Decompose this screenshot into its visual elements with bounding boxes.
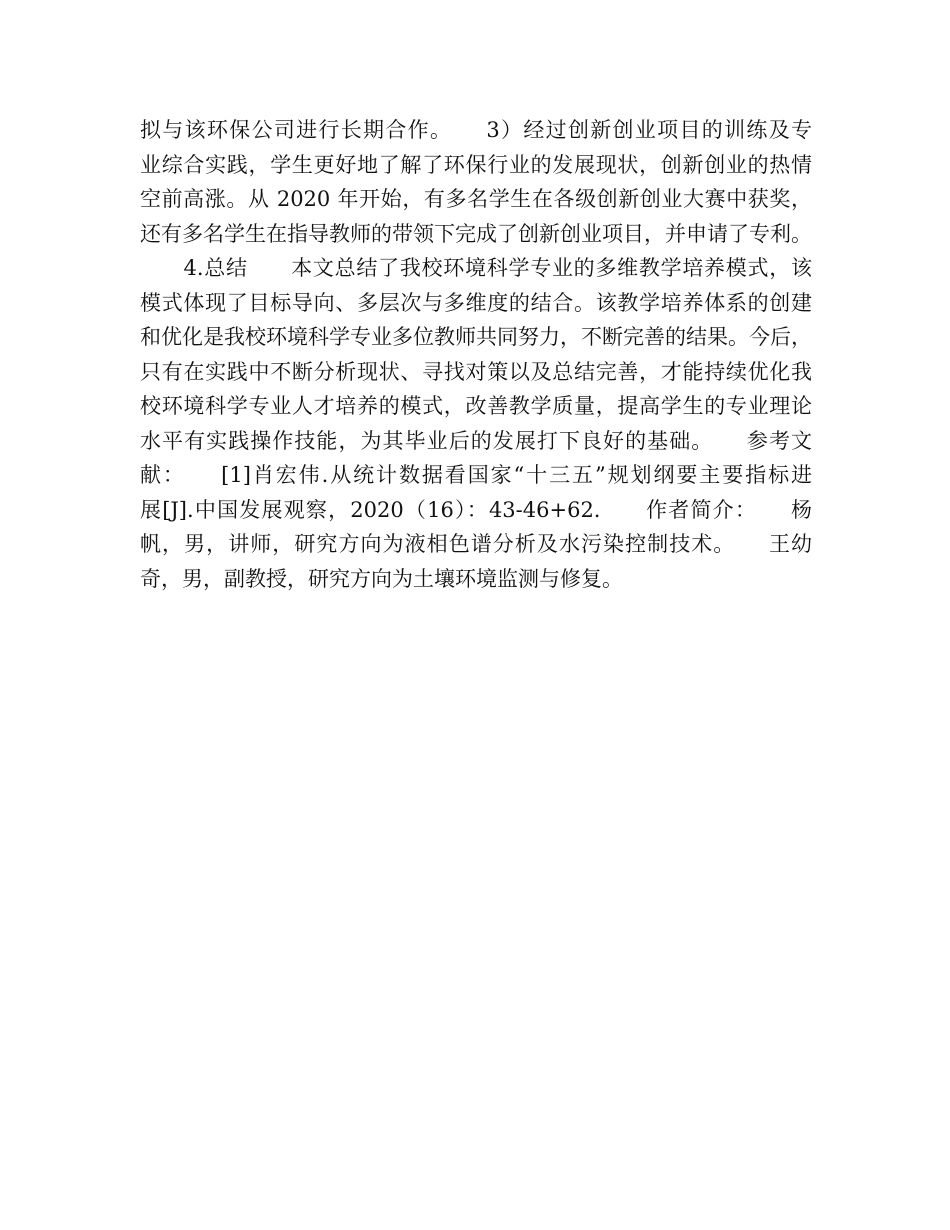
text-line-11: 献： [1]肖宏伟.从统计数据看国家“十三五”规划纲要主要指标进 bbox=[140, 463, 812, 487]
text-line-5: 4.总结 本文总结了我校环境科学专业的多维教学培养模式，该 bbox=[140, 256, 812, 280]
text-line-10: 水平有实践操作技能，为其毕业后的发展打下良好的基础。 参考文 bbox=[140, 428, 812, 453]
text-line-12: 展[J].中国发展观察，2020（16）：43-46+62. 作者简介： 杨 bbox=[140, 497, 812, 522]
text-line-2: 业综合实践，学生更好地了解了环保行业的发展现状，创新创业的热情 bbox=[140, 152, 812, 177]
text-line-3: 空前高涨。从 2020 年开始，有多名学生在各级创新创业大赛中获奖， bbox=[140, 187, 812, 211]
text-line-4: 还有多名学生在指导教师的带领下完成了创新创业项目，并申请了专利。 bbox=[140, 221, 812, 246]
text-line-7: 和优化是我校环境科学专业多位教师共同努力，不断完善的结果。今后， bbox=[140, 325, 812, 349]
text-line-13: 帆，男，讲师，研究方向为液相色谱分析及水污染控制技术。 王幼 bbox=[140, 532, 812, 556]
text-line-1: 拟与该环保公司进行长期合作。 3）经过创新创业项目的训练及专 bbox=[140, 118, 812, 142]
text-line-14: 奇，男，副教授，研究方向为土壤环境监测与修复。 bbox=[140, 566, 623, 591]
body-text bbox=[140, 113, 812, 596]
text-line-6: 模式体现了目标导向、多层次与多维度的结合。该教学培养体系的创建 bbox=[140, 290, 812, 315]
text-line-9: 校环境科学专业人才培养的模式，改善教学质量，提高学生的专业理论 bbox=[140, 394, 812, 418]
text-line-8: 只有在实践中不断分析现状、寻找对策以及总结完善，才能持续优化我 bbox=[140, 359, 812, 384]
